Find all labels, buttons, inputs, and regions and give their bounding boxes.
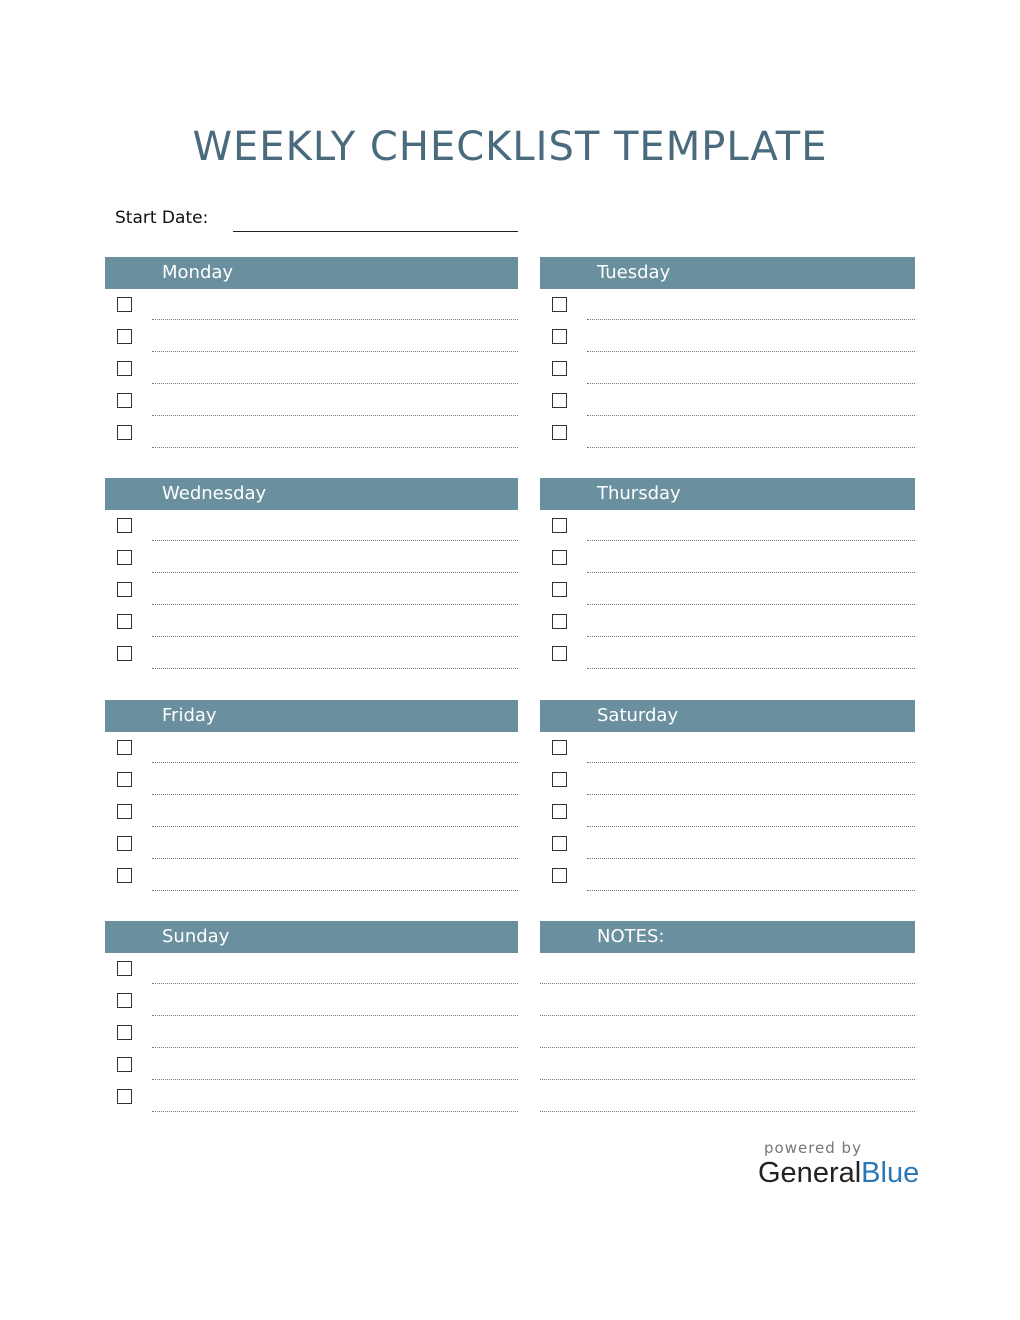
checklist-row xyxy=(105,796,518,828)
write-line[interactable] xyxy=(540,1079,915,1080)
checklist-row xyxy=(105,574,518,606)
write-line[interactable] xyxy=(152,858,518,859)
checkbox[interactable] xyxy=(117,1057,132,1072)
write-line[interactable] xyxy=(587,540,915,541)
checklist-rows xyxy=(540,510,915,670)
checklist-row xyxy=(540,510,915,542)
checklist-row xyxy=(105,289,518,321)
notes-rows xyxy=(540,953,915,1113)
checklist-row xyxy=(105,732,518,764)
checkbox[interactable] xyxy=(117,1089,132,1104)
checklist-row xyxy=(540,542,915,574)
write-line[interactable] xyxy=(152,794,518,795)
write-line[interactable] xyxy=(152,1111,518,1112)
section-header-wednesday: Wednesday xyxy=(105,478,518,510)
write-line[interactable] xyxy=(152,636,518,637)
checkbox[interactable] xyxy=(117,646,132,661)
checklist-row xyxy=(540,574,915,606)
start-date-label: Start Date: xyxy=(115,208,209,228)
write-line[interactable] xyxy=(587,572,915,573)
checkbox[interactable] xyxy=(117,425,132,440)
checkbox[interactable] xyxy=(552,518,567,533)
checklist-row xyxy=(105,1049,518,1081)
checklist-row xyxy=(540,417,915,449)
checkbox[interactable] xyxy=(117,582,132,597)
write-line[interactable] xyxy=(152,762,518,763)
write-line[interactable] xyxy=(152,826,518,827)
section-header-saturday: Saturday xyxy=(540,700,915,732)
notes-row xyxy=(540,985,915,1017)
checklist-row xyxy=(105,542,518,574)
checkbox[interactable] xyxy=(552,804,567,819)
checklist-row xyxy=(540,796,915,828)
checklist-rows xyxy=(105,953,518,1113)
write-line[interactable] xyxy=(587,858,915,859)
section-friday xyxy=(105,700,518,892)
checkbox[interactable] xyxy=(117,804,132,819)
checklist-row xyxy=(540,732,915,764)
checkbox[interactable] xyxy=(552,772,567,787)
powered-by-text: powered by xyxy=(764,1139,862,1157)
checkbox[interactable] xyxy=(552,329,567,344)
checklist-row xyxy=(540,321,915,353)
checklist-row xyxy=(540,860,915,892)
checklist-rows xyxy=(540,732,915,892)
brand-logo-part1: General xyxy=(758,1157,862,1189)
notes-row xyxy=(540,1081,915,1113)
checklist-row xyxy=(105,417,518,449)
write-line[interactable] xyxy=(587,319,915,320)
write-line[interactable] xyxy=(587,762,915,763)
write-line[interactable] xyxy=(587,447,915,448)
section-header-tuesday: Tuesday xyxy=(540,257,915,289)
checkbox[interactable] xyxy=(117,297,132,312)
write-line[interactable] xyxy=(152,890,518,891)
section-tuesday xyxy=(540,257,915,449)
write-line[interactable] xyxy=(152,540,518,541)
start-date-field[interactable] xyxy=(233,231,518,232)
write-line[interactable] xyxy=(540,1015,915,1016)
section-header-thursday: Thursday xyxy=(540,478,915,510)
checklist-row xyxy=(540,353,915,385)
write-line[interactable] xyxy=(540,1047,915,1048)
section-wednesday xyxy=(105,478,518,670)
checklist-row xyxy=(105,353,518,385)
section-sunday xyxy=(105,921,518,1113)
checkbox[interactable] xyxy=(552,646,567,661)
write-line[interactable] xyxy=(587,794,915,795)
write-line[interactable] xyxy=(152,383,518,384)
write-line[interactable] xyxy=(152,668,518,669)
write-line[interactable] xyxy=(152,1047,518,1048)
checklist-row xyxy=(105,606,518,638)
section-saturday xyxy=(540,700,915,892)
checklist-row xyxy=(105,638,518,670)
checklist-row xyxy=(540,385,915,417)
notes-row xyxy=(540,953,915,985)
write-line[interactable] xyxy=(587,383,915,384)
write-line[interactable] xyxy=(587,826,915,827)
write-line[interactable] xyxy=(152,983,518,984)
section-header-notes: NOTES: xyxy=(540,921,915,953)
section-header-sunday: Sunday xyxy=(105,921,518,953)
checkbox[interactable] xyxy=(552,425,567,440)
checkbox[interactable] xyxy=(117,993,132,1008)
checkbox[interactable] xyxy=(117,550,132,565)
checklist-rows xyxy=(105,510,518,670)
section-header-monday: Monday xyxy=(105,257,518,289)
checklist-row xyxy=(105,385,518,417)
section-header-friday: Friday xyxy=(105,700,518,732)
checkbox[interactable] xyxy=(552,297,567,312)
section-thursday xyxy=(540,478,915,670)
write-line[interactable] xyxy=(587,668,915,669)
checkbox[interactable] xyxy=(552,614,567,629)
checklist-row xyxy=(105,764,518,796)
checklist-row xyxy=(105,860,518,892)
checkbox[interactable] xyxy=(552,836,567,851)
write-line[interactable] xyxy=(152,604,518,605)
write-line[interactable] xyxy=(587,415,915,416)
checkbox[interactable] xyxy=(117,1025,132,1040)
checklist-rows xyxy=(105,732,518,892)
write-line[interactable] xyxy=(152,351,518,352)
checkbox[interactable] xyxy=(552,582,567,597)
write-line[interactable] xyxy=(587,351,915,352)
checklist-row xyxy=(540,828,915,860)
checkbox[interactable] xyxy=(117,836,132,851)
checklist-rows xyxy=(105,289,518,449)
checkbox[interactable] xyxy=(117,740,132,755)
write-line[interactable] xyxy=(587,890,915,891)
checkbox[interactable] xyxy=(117,393,132,408)
checklist-row xyxy=(540,764,915,796)
notes-row xyxy=(540,1017,915,1049)
checkbox[interactable] xyxy=(117,329,132,344)
checklist-row xyxy=(105,321,518,353)
write-line[interactable] xyxy=(152,572,518,573)
write-line[interactable] xyxy=(587,636,915,637)
page-title: WEEKLY CHECKLIST TEMPLATE xyxy=(192,124,828,170)
checkbox[interactable] xyxy=(117,361,132,376)
write-line[interactable] xyxy=(152,415,518,416)
notes-row xyxy=(540,1049,915,1081)
checkbox[interactable] xyxy=(117,614,132,629)
write-line[interactable] xyxy=(540,1111,915,1112)
checkbox[interactable] xyxy=(117,518,132,533)
write-line[interactable] xyxy=(587,604,915,605)
write-line[interactable] xyxy=(152,1079,518,1080)
checklist-row xyxy=(540,606,915,638)
section-notes xyxy=(540,921,915,1113)
checklist-row xyxy=(540,638,915,670)
checkbox[interactable] xyxy=(117,772,132,787)
section-monday xyxy=(105,257,518,449)
write-line[interactable] xyxy=(540,983,915,984)
checklist-row xyxy=(105,1017,518,1049)
checklist-row xyxy=(105,985,518,1017)
write-line[interactable] xyxy=(152,447,518,448)
checkbox[interactable] xyxy=(552,868,567,883)
checkbox[interactable] xyxy=(552,361,567,376)
checklist-row xyxy=(105,953,518,985)
checkbox[interactable] xyxy=(117,961,132,976)
checklist-row xyxy=(540,289,915,321)
write-line[interactable] xyxy=(152,319,518,320)
checklist-row xyxy=(105,1081,518,1113)
checkbox[interactable] xyxy=(552,550,567,565)
checklist-row xyxy=(105,510,518,542)
brand-logo[interactable] xyxy=(758,1157,919,1190)
checkbox[interactable] xyxy=(552,740,567,755)
checklist-rows xyxy=(540,289,915,449)
checkbox[interactable] xyxy=(117,868,132,883)
brand-logo-part2: Blue xyxy=(861,1157,920,1189)
write-line[interactable] xyxy=(152,1015,518,1016)
checklist-row xyxy=(105,828,518,860)
checkbox[interactable] xyxy=(552,393,567,408)
